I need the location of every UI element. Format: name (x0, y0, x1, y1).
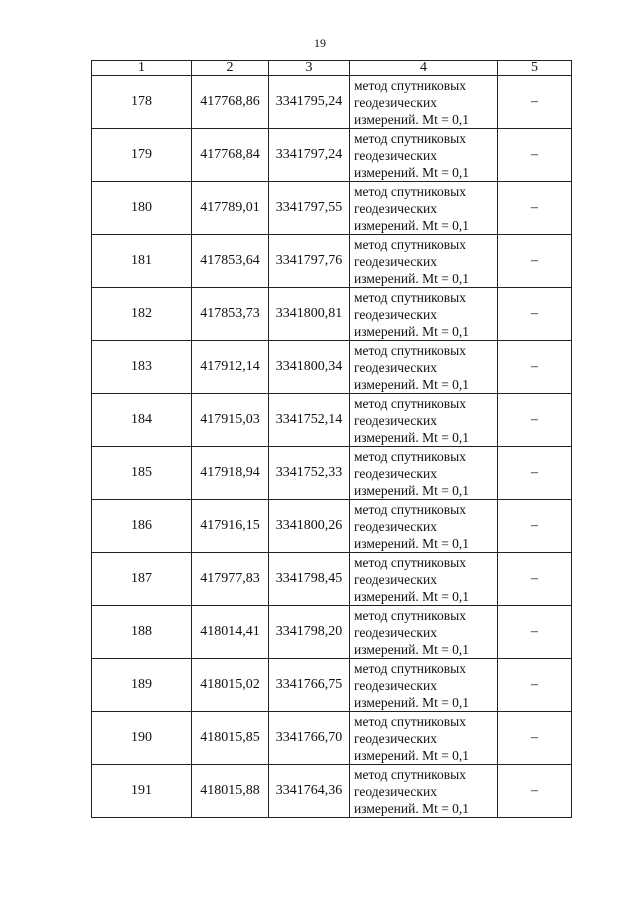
method-line: метод спутниковых (354, 130, 466, 146)
table-row (92, 394, 572, 447)
cell-text: 418015,02 (200, 677, 260, 692)
point-number-cell (92, 341, 192, 394)
cell-text: 417977,83 (200, 571, 260, 586)
method-line: геодезических (354, 94, 437, 110)
point-number-cell (92, 129, 192, 182)
cell-text: – (531, 147, 538, 162)
method-line: метод спутниковых (354, 183, 466, 199)
point-number-cell (92, 712, 192, 765)
point-number-cell (92, 76, 192, 129)
method-line: геодезических (354, 359, 437, 375)
coordinates-table (91, 60, 572, 818)
description-cell (498, 288, 572, 341)
table-row (92, 182, 572, 235)
method-line: измерений. Mt = 0,1 (354, 111, 470, 127)
method-line: измерений. Mt = 0,1 (354, 482, 470, 498)
description-cell (498, 235, 572, 288)
cell-text: 3341766,75 (275, 677, 343, 692)
cell-text: – (531, 412, 538, 427)
x-coordinate-cell (192, 235, 269, 288)
point-number-cell (92, 765, 192, 818)
method-cell (350, 447, 498, 500)
method-line: измерений. Mt = 0,1 (354, 270, 470, 286)
description-cell (498, 659, 572, 712)
y-coordinate-cell (269, 500, 350, 553)
table-row (92, 288, 572, 341)
y-coordinate-cell (269, 341, 350, 394)
point-number-cell (92, 500, 192, 553)
method-line: измерений. Mt = 0,1 (354, 694, 470, 710)
description-cell (498, 712, 572, 765)
point-number-cell (92, 235, 192, 288)
point-number-cell (92, 288, 192, 341)
cell-text: 418015,88 (200, 783, 260, 798)
description-cell (498, 394, 572, 447)
cell-text: – (531, 624, 538, 639)
y-coordinate-cell (269, 765, 350, 818)
method-line: измерений. Mt = 0,1 (354, 535, 470, 551)
method-cell (350, 606, 498, 659)
description-cell (498, 341, 572, 394)
method-line: метод спутниковых (354, 766, 466, 782)
method-cell (350, 182, 498, 235)
description-cell (498, 606, 572, 659)
table-row (92, 659, 572, 712)
header-cell: 3 (269, 61, 350, 76)
method-cell (350, 500, 498, 553)
x-coordinate-cell (192, 500, 269, 553)
x-coordinate-cell (192, 606, 269, 659)
table-row (92, 606, 572, 659)
method-cell (350, 765, 498, 818)
method-line: геодезических (354, 677, 437, 693)
cell-text: 183 (131, 359, 152, 374)
cell-text: 417915,03 (200, 412, 260, 427)
method-cell (350, 394, 498, 447)
y-coordinate-cell (269, 447, 350, 500)
method-cell (350, 235, 498, 288)
x-coordinate-cell (192, 288, 269, 341)
method-line: измерений. Mt = 0,1 (354, 800, 470, 816)
cell-text: 187 (131, 571, 152, 586)
cell-text: 417789,01 (200, 200, 260, 215)
description-cell (498, 76, 572, 129)
method-line: измерений. Mt = 0,1 (354, 747, 470, 763)
point-number-cell (92, 606, 192, 659)
cell-text: 3341797,55 (275, 200, 343, 215)
cell-text: 180 (131, 200, 152, 215)
method-cell (350, 659, 498, 712)
method-line: геодезических (354, 571, 437, 587)
table-row (92, 76, 572, 129)
table-row (92, 447, 572, 500)
description-cell (498, 553, 572, 606)
cell-text: 184 (131, 412, 152, 427)
method-cell (350, 341, 498, 394)
cell-text: 179 (131, 147, 152, 162)
y-coordinate-cell (269, 182, 350, 235)
method-line: геодезических (354, 253, 437, 269)
cell-text: – (531, 94, 538, 109)
y-coordinate-cell (269, 606, 350, 659)
description-cell (498, 447, 572, 500)
page-number: 19 (314, 36, 326, 50)
method-line: измерений. Mt = 0,1 (354, 323, 470, 339)
cell-text: 185 (131, 465, 152, 480)
cell-text: 417768,86 (200, 94, 260, 109)
cell-text: 417853,73 (200, 306, 260, 321)
method-line: метод спутниковых (354, 501, 466, 517)
x-coordinate-cell (192, 182, 269, 235)
y-coordinate-cell (269, 712, 350, 765)
method-cell (350, 129, 498, 182)
cell-text: 178 (131, 94, 152, 109)
cell-text: – (531, 783, 538, 798)
method-line: метод спутниковых (354, 713, 466, 729)
cell-text: 3341798,45 (275, 571, 343, 586)
cell-text: 191 (131, 783, 152, 798)
cell-text: – (531, 306, 538, 321)
point-number-cell (92, 659, 192, 712)
y-coordinate-cell (269, 129, 350, 182)
cell-text: 181 (131, 253, 152, 268)
cell-text: 418015,85 (200, 730, 260, 745)
cell-text: 417916,15 (200, 518, 260, 533)
table-row (92, 553, 572, 606)
table-header-row (92, 61, 572, 76)
cell-text: 417768,84 (200, 147, 260, 162)
y-coordinate-cell (269, 394, 350, 447)
point-number-cell (92, 553, 192, 606)
x-coordinate-cell (192, 765, 269, 818)
cell-text: 3341797,24 (275, 147, 343, 162)
x-coordinate-cell (192, 76, 269, 129)
cell-text: 3341800,26 (275, 518, 343, 533)
method-line: метод спутниковых (354, 77, 466, 93)
header-cell: 4 (350, 61, 498, 76)
method-line: метод спутниковых (354, 554, 466, 570)
x-coordinate-cell (192, 659, 269, 712)
method-cell (350, 288, 498, 341)
point-number-cell (92, 182, 192, 235)
point-number-cell (92, 447, 192, 500)
description-cell (498, 182, 572, 235)
method-line: геодезических (354, 730, 437, 746)
x-coordinate-cell (192, 341, 269, 394)
method-line: измерений. Mt = 0,1 (354, 217, 470, 233)
cell-text: 3341798,20 (275, 624, 343, 639)
method-cell (350, 712, 498, 765)
cell-text: – (531, 359, 538, 374)
description-cell (498, 129, 572, 182)
method-cell (350, 76, 498, 129)
cell-text: 417853,64 (200, 253, 260, 268)
method-line: метод спутниковых (354, 236, 466, 252)
cell-text: 182 (131, 306, 152, 321)
x-coordinate-cell (192, 553, 269, 606)
cell-text: 418014,41 (200, 624, 260, 639)
cell-text: 3341795,24 (275, 94, 343, 109)
method-line: геодезических (354, 306, 437, 322)
table-row (92, 341, 572, 394)
table-row (92, 235, 572, 288)
method-line: геодезических (354, 147, 437, 163)
method-line: геодезических (354, 412, 437, 428)
x-coordinate-cell (192, 129, 269, 182)
point-number-cell (92, 394, 192, 447)
method-line: метод спутниковых (354, 395, 466, 411)
cell-text: 3341766,70 (275, 730, 343, 745)
header-cell: 5 (498, 61, 572, 76)
cell-text: – (531, 465, 538, 480)
cell-text: – (531, 677, 538, 692)
cell-text: 417918,94 (200, 465, 260, 480)
cell-text: – (531, 200, 538, 215)
method-line: метод спутниковых (354, 607, 466, 623)
cell-text: 3341752,33 (275, 465, 343, 480)
y-coordinate-cell (269, 76, 350, 129)
table-row (92, 500, 572, 553)
method-line: метод спутниковых (354, 448, 466, 464)
cell-text: – (531, 730, 538, 745)
y-coordinate-cell (269, 288, 350, 341)
cell-text: 417912,14 (200, 359, 260, 374)
method-line: геодезических (354, 518, 437, 534)
cell-text: 188 (131, 624, 152, 639)
method-line: геодезических (354, 465, 437, 481)
method-line: измерений. Mt = 0,1 (354, 164, 470, 180)
method-line: метод спутниковых (354, 660, 466, 676)
cell-text: 189 (131, 677, 152, 692)
cell-text: 3341800,81 (275, 306, 343, 321)
cell-text: 3341752,14 (275, 412, 343, 427)
description-cell (498, 765, 572, 818)
table-row (92, 129, 572, 182)
table-row (92, 712, 572, 765)
y-coordinate-cell (269, 659, 350, 712)
cell-text: 3341800,34 (275, 359, 343, 374)
y-coordinate-cell (269, 553, 350, 606)
method-line: геодезических (354, 783, 437, 799)
method-line: геодезических (354, 200, 437, 216)
method-line: измерений. Mt = 0,1 (354, 641, 470, 657)
x-coordinate-cell (192, 712, 269, 765)
y-coordinate-cell (269, 235, 350, 288)
method-line: метод спутниковых (354, 342, 466, 358)
method-line: измерений. Mt = 0,1 (354, 376, 470, 392)
cell-text: 186 (131, 518, 152, 533)
header-cell: 1 (92, 61, 192, 76)
header-cell: 2 (192, 61, 269, 76)
x-coordinate-cell (192, 394, 269, 447)
table-row (92, 765, 572, 818)
cell-text: 3341797,76 (275, 253, 343, 268)
method-line: измерений. Mt = 0,1 (354, 588, 470, 604)
method-line: метод спутниковых (354, 289, 466, 305)
cell-text: 190 (131, 730, 152, 745)
cell-text: – (531, 518, 538, 533)
method-cell (350, 553, 498, 606)
method-line: измерений. Mt = 0,1 (354, 429, 470, 445)
method-line: геодезических (354, 624, 437, 640)
x-coordinate-cell (192, 447, 269, 500)
cell-text: – (531, 253, 538, 268)
description-cell (498, 500, 572, 553)
cell-text: 3341764,36 (275, 783, 343, 798)
cell-text: – (531, 571, 538, 586)
